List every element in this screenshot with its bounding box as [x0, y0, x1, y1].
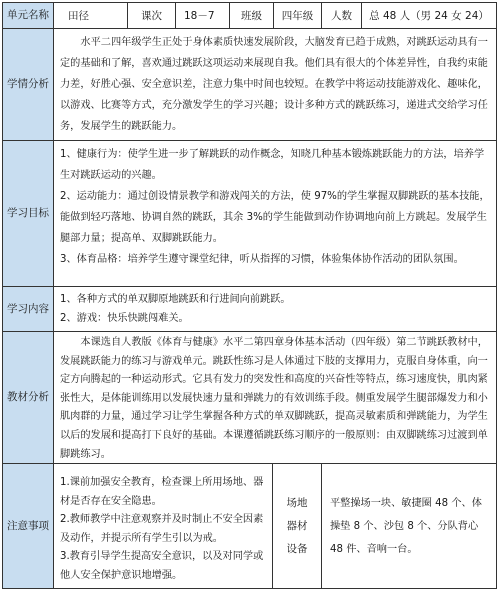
learning-goals-label: 学习目标 — [3, 141, 54, 286]
header-row — [2, 2, 497, 29]
notes-row — [2, 463, 497, 589]
learning-content-row — [2, 286, 497, 332]
content-item-1: 1、各种方式的单双脚原地跳跃和行进间向前跳跃。 — [60, 294, 291, 305]
class-value: 四年级 — [274, 3, 322, 28]
textbook-analysis-text: 本课选自人教版《体育与健康》水平二第四章身体基本活动（四年级）第二节跳跃教材中，发展跳跃能力的练习与游戏单元。跳跃性练习是人体通过下肢的支撑用力，克服自身体重，向一定方向腾起的一种运动形式。它具有发力的突发性和高度的兴奋性等特点，练习速度快，肌肉紧张性大，是体能训练用以发展快速力量和弹跳力的有效训练手段。侧重发展学生腿部爆发力和小肌肉群的力量，通过学习让学生掌握各种方式的单双脚跳跃，提高灵敏素质和弹跳能力，为学生以后的发展和提高打下良好的基础。本课遵循跳跃练习顺序的一般原则：由双脚跳练习过渡到单脚跳练习。 — [60, 337, 488, 460]
learning-content-content — [54, 287, 496, 331]
lesson-number-value: 18－7 — [176, 3, 230, 28]
textbook-analysis-content — [54, 332, 496, 463]
venue-label-line-1: 场地 — [286, 496, 308, 509]
learning-goals-content — [54, 141, 496, 286]
venue-label-line-3: 设备 — [286, 542, 308, 555]
notes-content — [54, 464, 273, 588]
notes-label: 注意事项 — [3, 464, 54, 588]
equipment-text: 平整操场一块、敏捷圈 48 个、体操垫 8 个、沙包 8 个、分队背心 48 件、音响一台。 — [330, 497, 482, 555]
student-analysis-text: 水平二四年级学生正处于身体素质快速发展阶段，大脑发育已趋于成熟，对跳跃运动具有一定的基础和了解，喜欢通过跳跃这项运动来展现自我。他们具有很大的个体差异性，自我约束能力差，好胜心强、安全意识差，注意力集中时间也较短。在教学中将运动技能游戏化、趣味化，以游戏、比赛等方式，充分激发学生的学习兴趣；设计多种方式的跳跃练习，递进式交给学习任务，发展学生的跳跃能力。 — [60, 37, 488, 132]
goal-item-character: 3、体育品格：培养学生遵守课堂纪律，听从指挥的习惯，体验集体协作活动的团队氛围。 — [60, 254, 464, 265]
goal-item-motor: 2、运动能力：通过创设情景教学和游戏闯关的方法，使 97%的学生掌握双脚跳跃的基本技能，能做到轻巧落地、协调自然的跳跃，其余 3%的学生能做到动作协调地向前上方跳起。发展学生腿部力量；提高单、双脚跳跃能力。 — [60, 191, 490, 244]
goal-item-health: 1、健康行为：使学生进一步了解跳跃的动作概念，知晓几种基本锻炼跳跃能力的方法，培养学生对跳跃运动的兴趣。 — [60, 149, 485, 181]
note-item-2: 2.教师教学中注意观察并及时制止不安全因素及动作，并提示所有学生引以为戒。 — [60, 514, 264, 544]
content-item-2: 2、游戏：快乐快跳闯难关。 — [60, 313, 189, 324]
learning-goals-row — [2, 140, 497, 287]
venue-label-line-2: 器材 — [286, 519, 308, 532]
lesson-number-label: 课次 — [128, 3, 176, 28]
count-value: 总 48 人（男 24 女 24） — [369, 10, 489, 22]
unit-name-label: 单元名称 — [3, 3, 54, 28]
equipment-list — [322, 464, 496, 588]
note-item-1: 1.课前加强安全教育，检查课上所用场地、器材是否存在安全隐患。 — [60, 477, 264, 507]
textbook-analysis-label: 教材分析 — [3, 332, 54, 463]
lesson-plan-table — [2, 2, 497, 589]
class-label: 班级 — [230, 3, 274, 28]
unit-name-value: 田径 — [54, 3, 128, 28]
student-analysis-row — [2, 28, 497, 141]
textbook-analysis-row — [2, 331, 497, 464]
note-item-3: 3.教育引导学生提高安全意识，以及对同学或他人安全保护意识地增强。 — [60, 551, 264, 581]
learning-content-label: 学习内容 — [3, 287, 54, 331]
student-analysis-label: 学情分析 — [3, 29, 54, 140]
student-analysis-content — [54, 29, 496, 140]
count-label: 人数 — [322, 3, 362, 28]
venue-equipment-label — [273, 464, 322, 588]
